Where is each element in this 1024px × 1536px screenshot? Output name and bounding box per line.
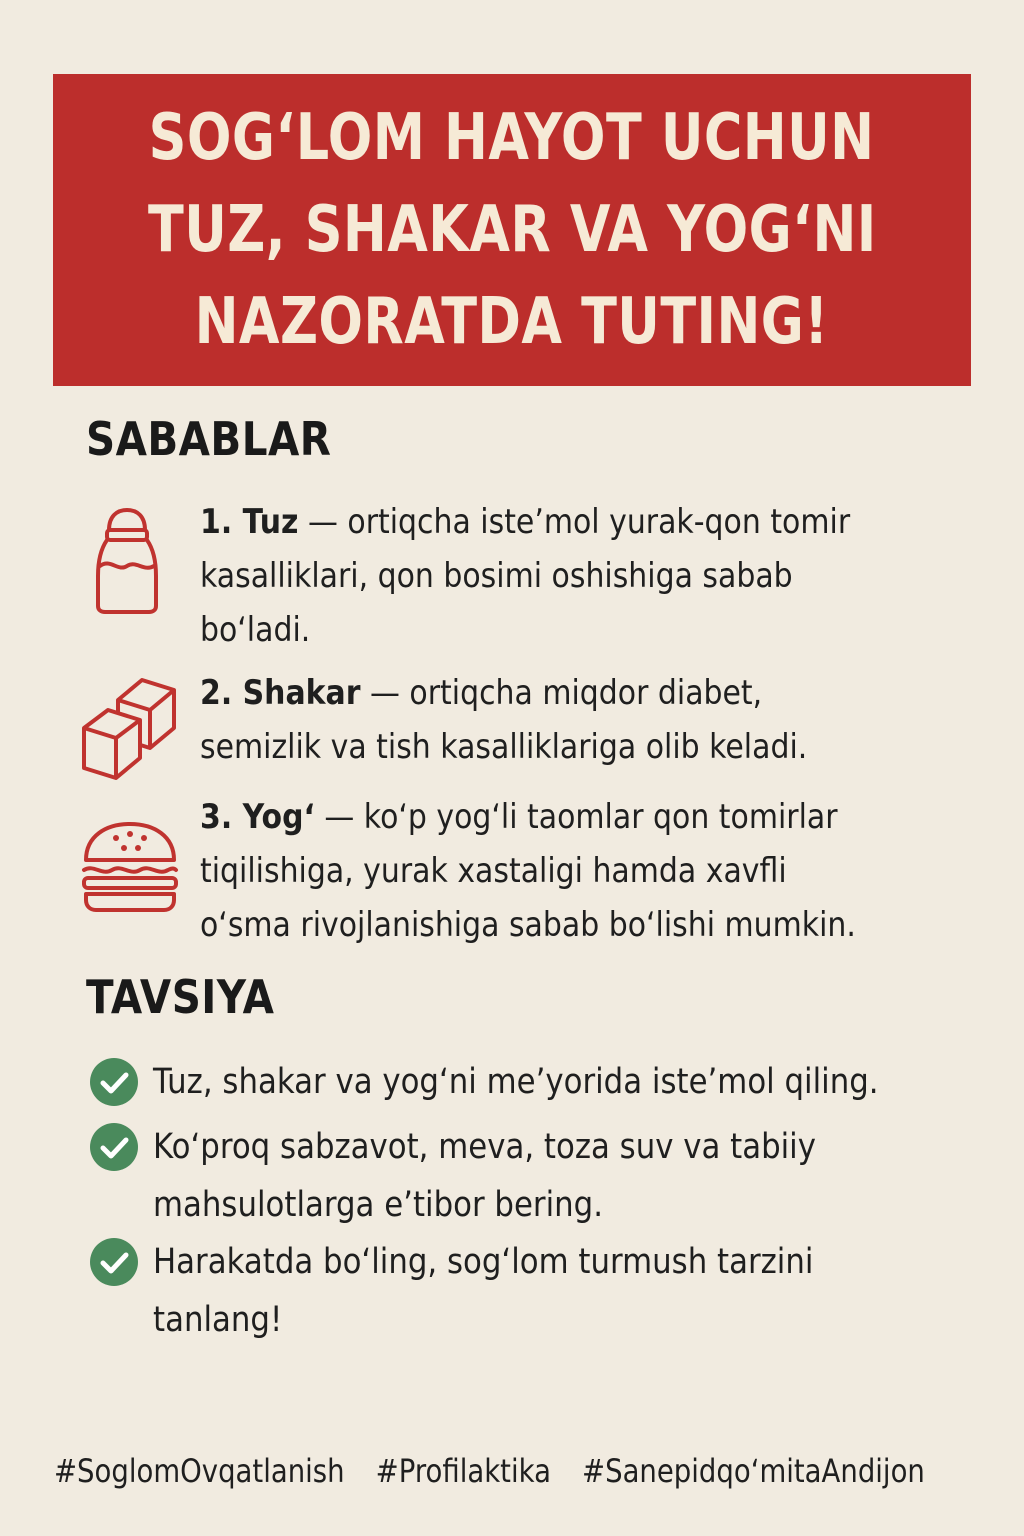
cause-fat-lead: 3. Yog‘ (200, 797, 315, 837)
cause-fat-line-1 (200, 790, 895, 844)
hashtag-footer (54, 1452, 947, 1490)
recommendation-item-2 (153, 1118, 993, 1234)
cause-item-salt (200, 495, 990, 657)
salt-shaker-icon (92, 506, 162, 618)
burger-icon (80, 820, 180, 914)
hashtag-soglom-ovqatlanish: #SoglomOvqatlanish (54, 1452, 345, 1490)
recommendation-item-3 (153, 1233, 993, 1349)
cause-salt-line-1 (200, 495, 895, 549)
recommendation-3-line-2: tanlang! (153, 1300, 283, 1340)
cause-item-fat (200, 790, 990, 952)
check-circle-icon (90, 1123, 138, 1171)
recommendation-item-1 (153, 1053, 993, 1111)
check-circle-icon (90, 1238, 138, 1286)
recommendation-3-line-1: Harakatda bo‘ling, sog‘lom turmush tarzini (153, 1242, 814, 1282)
cause-sugar-line-1 (200, 666, 895, 720)
recommendation-2-line-2: mahsulotlarga e’tibor bering. (153, 1185, 604, 1225)
recommendation-1-line-1: Tuz, shakar va yog‘ni me’yorida iste’mol qiling. (153, 1062, 879, 1102)
recommendations-heading: TAVSIYA (86, 970, 275, 1024)
hashtag-profilaktika: #Profilaktika (375, 1452, 551, 1490)
causes-heading: SABABLAR (86, 412, 332, 466)
cause-fat-line-2: tiqilishiga, yurak xastaligi hamda xavfli (200, 851, 787, 891)
hashtag-sanepidqomita-andijon: #Sanepidqo‘mitaAndijon (582, 1452, 925, 1490)
cause-fat-text-1: — ko‘p yog‘li taomlar qon tomirlar (314, 797, 838, 837)
recommendation-2-line-1: Ko‘proq sabzavot, meva, toza suv va tabiiy (153, 1127, 816, 1167)
title-line-1: SOG‘LOM HAYOT UCHUN (149, 101, 875, 175)
cause-fat-line-3: o‘sma rivojlanishiga sabab bo‘lishi mumkin. (200, 905, 856, 945)
title-banner (53, 74, 971, 386)
title-line-2: TUZ, SHAKAR VA YOG‘NI (147, 193, 877, 267)
check-circle-icon (90, 1058, 138, 1106)
cause-salt-line-2: kasalliklari, qon bosimi oshishiga sabab (200, 556, 793, 596)
cause-item-sugar (200, 666, 990, 774)
cause-sugar-line-2: semizlik va tish kasalliklariga olib keladi. (200, 727, 808, 767)
sugar-cubes-icon (80, 672, 180, 784)
cause-sugar-lead: 2. Shakar (200, 673, 361, 713)
cause-salt-line-3: bo‘ladi. (200, 610, 311, 650)
cause-sugar-text-1: — ortiqcha miqdor diabet, (360, 673, 763, 713)
title-line-3: NAZORATDA TUTING! (194, 285, 830, 359)
cause-salt-lead: 1. Tuz (200, 502, 299, 542)
cause-salt-text-1: — ortiqcha iste’mol yurak-qon tomir (298, 502, 851, 542)
